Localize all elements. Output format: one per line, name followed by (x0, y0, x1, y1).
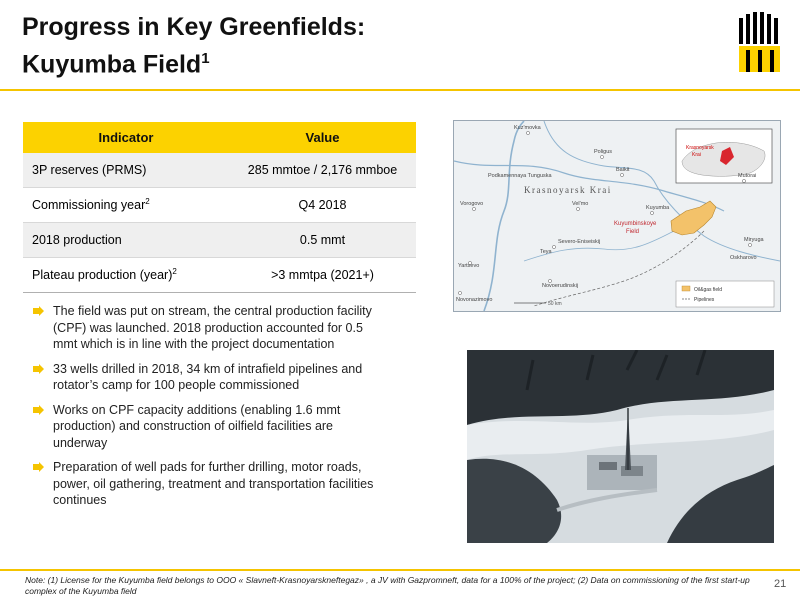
arrow-bullet-icon (33, 306, 44, 316)
rosneft-logo-icon (737, 12, 783, 74)
arrow-bullet-icon (33, 364, 44, 374)
town-label: Severo-Eniseiskij (558, 239, 601, 245)
bullet-text: Preparation of well pads for further drilling, motor roads, power, oil gathering, treatment and transportation facilities continues (53, 460, 374, 507)
page-title (22, 12, 662, 80)
indicator-cell (23, 188, 229, 223)
indicator-footnote: 2 (145, 197, 150, 207)
town-label: Yartsevo (458, 263, 480, 269)
page-number: 21 (774, 578, 787, 590)
indicator-cell (23, 223, 229, 258)
bullet-text: 33 wells drilled in 2018, 34 km of intrafield pipelines and rotator’s camp for 100 people commissioned (53, 361, 363, 392)
region-map (453, 120, 781, 312)
column-header-indicator: Indicator (23, 122, 229, 153)
inset-label-1: Krasnoyarsk (686, 145, 714, 151)
indicator-cell (23, 153, 229, 188)
list-item (33, 303, 388, 353)
value-cell: 0.5 mmt (229, 223, 416, 258)
title-line-2: Kuyumba Field (22, 50, 202, 79)
town-label: Novonazimovo (456, 297, 493, 303)
field-aerial-photo (467, 350, 774, 543)
indicator-text: Commissioning year (32, 198, 146, 213)
table-header-row (23, 122, 416, 153)
list-item (33, 402, 388, 452)
town-label: Kuz'movka (514, 125, 541, 131)
indicator-text: 2018 production (32, 233, 122, 248)
field-label-1: Kuyumbinskoye (614, 221, 657, 227)
town-label: Poligus (594, 149, 613, 155)
progress-bullet-list (33, 303, 388, 517)
town-label: Vel'mo (572, 201, 589, 207)
town-label: Miryuga (744, 237, 764, 243)
legend-oilgas-field: Oil&gas field (694, 287, 723, 293)
list-item (33, 459, 388, 509)
bullet-text: The field was put on stream, the central production facility (CPF) was launched. 2018 production accounted for 0.5 mmt which is in line with the project documentation (53, 304, 372, 351)
field-label-2: Field (626, 229, 640, 235)
town-label: Kuyumba (646, 205, 670, 211)
table-row (23, 188, 416, 223)
scale-label: 50 km (548, 301, 562, 307)
town-label: Vorogovo (460, 201, 484, 207)
footer-rule (0, 569, 800, 571)
indicator-footnote: 2 (172, 267, 177, 277)
value-cell: >3 mmtpa (2021+) (229, 258, 416, 293)
table-row (23, 153, 416, 188)
town-label: Novoerudinskij (542, 283, 579, 289)
title-footnote-mark: 1 (201, 50, 210, 67)
town-label: Teya (540, 249, 552, 255)
region-label: Krasnoyarsk Krai (524, 185, 612, 195)
legend-pipelines: Pipelines (694, 297, 715, 303)
header-rule (0, 89, 800, 91)
title-line-1: Progress in Key Greenfields: (22, 13, 366, 41)
indicator-text: Plateau production (year) (32, 268, 173, 283)
value-cell: 285 mmtoe / 2,176 mmboe (229, 153, 416, 188)
bullet-text: Works on CPF capacity additions (enabling 1.6 mmt production) and construction of oilfield facilities are underway (53, 402, 341, 450)
table-row (23, 223, 416, 258)
arrow-bullet-icon (33, 405, 44, 415)
town-label: Baikit (616, 167, 630, 173)
inset-label-2: Krai (692, 152, 701, 158)
arrow-bullet-icon (33, 462, 44, 472)
town-label: Oskharovo (730, 255, 757, 261)
list-item (33, 361, 388, 394)
column-header-value: Value (229, 122, 416, 153)
town-label: Mutorai (738, 173, 757, 179)
indicator-text: 3P reserves (PRMS) (32, 163, 147, 178)
footnote: Note: (1) License for the Kuyumba field belongs to OOO « Slavneft-Krasnoyarskneftegaz» , a JV with Gazpromneft, data for a 100% of the project; (2) Data on commissioning of the first start-up complex of the Kuyumba field (25, 575, 750, 596)
indicator-table (23, 122, 416, 293)
table-row (23, 258, 416, 293)
indicator-cell (23, 258, 229, 293)
town-label: Podkamennaya Tunguska (488, 173, 552, 179)
value-cell: Q4 2018 (229, 188, 416, 223)
